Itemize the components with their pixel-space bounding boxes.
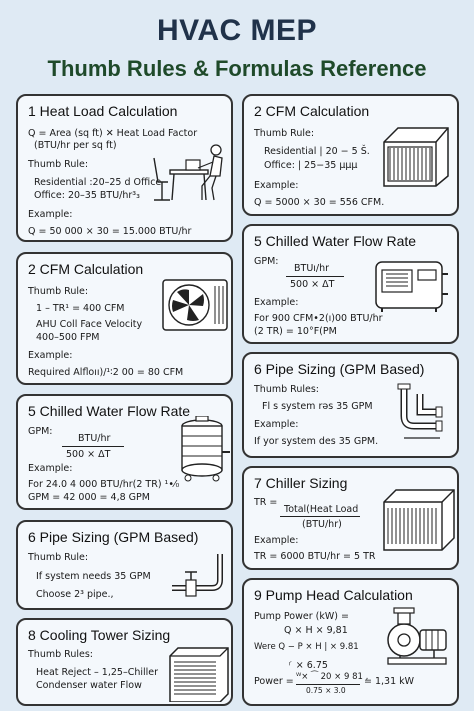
example-line: For 24.0 4 000 BTU/hr(2 TR) ¹•⁄₀ — [28, 479, 180, 490]
card-heading: 6 Pipe Sizing (GPM Based) — [28, 529, 199, 545]
thumb-rule-label: Thumb Rule: — [254, 128, 315, 139]
rule-line: Residential | 20 − 5 Š. — [264, 146, 370, 157]
example-line: Q = 5000 × 30 = 556 CFM. — [254, 197, 385, 208]
fraction-bar — [296, 684, 360, 685]
rule-line: Fl s system rəs 35 GPM — [262, 401, 373, 412]
fraction-numerator: BTUı/hr — [294, 263, 330, 274]
fraction-denominator: 500 × ΔT — [66, 449, 111, 460]
pump-icon — [384, 602, 450, 672]
gpm-label: GPM: — [28, 426, 53, 437]
pipe-fitting-icon — [390, 382, 450, 448]
rule-line: Residential :20–25 d Office — [34, 177, 162, 188]
card-heading: 6 Pipe Sizing (GPM Based) — [254, 361, 425, 377]
thumb-rule-label: Thumb Rule: — [28, 286, 89, 297]
card-heading: 7 Chiller Sizing — [254, 475, 348, 491]
example-line: (2 TR) = 10°F(PM — [254, 326, 337, 337]
rule-line: 400–500 FPM — [36, 332, 100, 343]
formula-line: Q = Area (sq ft) ✕ Heat Load Factor — [28, 128, 198, 139]
rule-line: Heat Reject – 1,25–Chiller — [36, 667, 159, 678]
example-line: Q = 50 000 × 30 = 15.000 BTU/hr — [28, 226, 192, 237]
card-chilled-water-flow — [242, 224, 459, 344]
fraction-bar — [280, 516, 360, 517]
formula-line: (BTU/hr per sq ft) — [34, 140, 117, 151]
card-pipe-sizing — [242, 352, 459, 458]
fraction-denominator: 500 × ΔT — [290, 279, 335, 290]
card-pipe-sizing — [16, 520, 233, 610]
card-heat-load — [16, 94, 233, 242]
card-heading: 9 Pump Head Calculation — [254, 587, 413, 603]
formula-line: Were Q − P × H | × 9.81 — [254, 642, 359, 652]
fraction-numerator: ᵂ× ⁀ 20 × 9 81 , — [296, 672, 369, 682]
gpm-label: GPM: — [254, 256, 279, 267]
example-label: Example: — [28, 209, 73, 220]
fraction-bar — [62, 446, 124, 447]
rule-line: 1 – TR¹ = 400 CFM — [36, 303, 125, 314]
card-heading: 1 Heat Load Calculation — [28, 103, 178, 119]
fraction-numerator: BTU/hr — [78, 433, 111, 444]
fraction-bar — [286, 276, 344, 277]
water-tank-icon — [174, 416, 232, 484]
rule-line: Choose 2³ pipe., — [36, 589, 114, 600]
formula-line: Pump Power (kW) = — [254, 611, 349, 622]
rule-line: Office: 20–35 BTU/hr³₃ — [34, 190, 140, 201]
tr-label: TR = — [254, 497, 278, 508]
example-label: Example: — [254, 419, 299, 430]
formula-line: Q × H × 9,81 — [284, 625, 348, 636]
rule-line: If system needs 35 GPM — [36, 571, 151, 582]
power-result: = 1,31 kW — [364, 676, 415, 687]
thumb-rule-label: Thumb Rule: — [28, 159, 89, 170]
chiller-unit-icon — [372, 258, 450, 314]
rule-line: Condenser water Flow — [36, 680, 142, 691]
card-heading: 5 Chilled Water Flow Rate — [254, 233, 417, 249]
example-line: For 900 CFM•2(ı)00 BTU/hr — [254, 313, 383, 324]
card-chiller-sizing — [242, 466, 459, 570]
rule-line: Office: | 25−35 μμμ — [264, 160, 358, 171]
office-worker-icon — [150, 142, 230, 202]
card-chilled-water-flow — [16, 394, 233, 510]
example-label: Example: — [28, 463, 73, 474]
fraction-denominator: (BTU/hr) — [302, 519, 342, 530]
card-pump-head — [242, 578, 459, 706]
example-label: Example: — [254, 535, 299, 546]
example-label: Example: — [254, 297, 299, 308]
card-cfm-calculation — [242, 94, 459, 216]
example-line: GPM = 42 000 = 4,8 GPM — [28, 492, 150, 503]
card-heading: 2 CFM Calculation — [28, 261, 144, 277]
example-line: TR = 6000 BTU/hr = 5 TR — [254, 551, 376, 562]
cooling-tower-icon — [168, 646, 232, 702]
example-line: Required Alfloıı)/¹∶2 00 = 80 CFM — [28, 367, 184, 378]
example-label: Example: — [254, 180, 299, 191]
formula-line: ⸂ × 6.75 — [288, 660, 328, 671]
thumb-rule-label: Thumb Rule: — [28, 552, 89, 563]
card-heading: 2 CFM Calculation — [254, 103, 370, 119]
air-handler-icon — [378, 120, 456, 190]
example-line: If yor system des 35 GPM. — [254, 436, 379, 447]
chiller-icon — [380, 484, 459, 554]
fraction-numerator: Total(Heat Load — [284, 504, 359, 515]
power-label: Power = — [254, 676, 294, 687]
card-heading: 8 Cooling Tower Sizing — [28, 627, 171, 643]
card-cooling-tower — [16, 618, 233, 706]
page-title: HVAC MEP — [156, 14, 318, 47]
thumb-rule-label: Thumb Rules: — [254, 384, 319, 395]
condenser-fan-icon — [161, 276, 231, 334]
fraction-denominator: 0.75 × 3.0 — [306, 686, 346, 695]
card-heading: 5 Chilled Water Flow Rate — [28, 403, 191, 419]
card-cfm-calculation — [16, 252, 233, 385]
page-subtitle: Thumb Rules & Formulas Reference — [47, 56, 427, 81]
thumb-rule-label: Thumb Rules: — [28, 649, 93, 660]
example-label: Example: — [28, 350, 73, 361]
rule-line: AHU Coll Face Velocity — [36, 319, 143, 330]
pipe-valve-icon — [166, 548, 230, 604]
